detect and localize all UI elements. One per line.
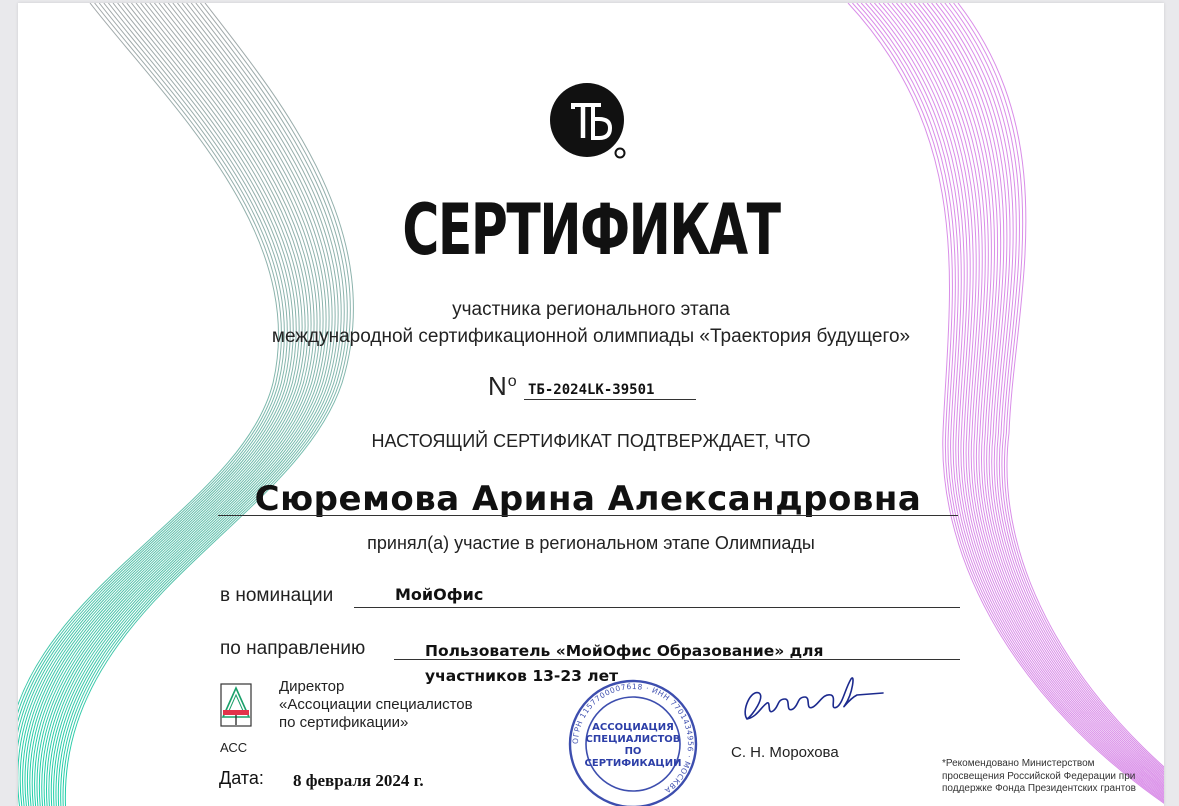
wave-line [883,3,1164,806]
date-label: Дата: [219,768,264,788]
wave-line [888,3,1164,806]
wave-line [901,3,1164,806]
certificate-title: СЕРТИФИКАТ [402,189,780,271]
confirm-text: НАСТОЯЩИЙ СЕРТИФИКАТ ПОДТВЕРЖДАЕТ, ЧТО [371,431,811,451]
director-block [279,678,499,732]
nomination-underline [354,607,960,608]
wave-line [866,3,1164,806]
certificate-page [18,3,1164,806]
subtitle-line-2: международной сертификационной олимпиады «Траектория будущего» [271,326,911,347]
wave-line [936,3,1164,806]
director-line-2: «Ассоциации специалистов [279,696,473,713]
signer-name: С. Н. Морохова [731,744,839,761]
wave-line [896,3,1164,806]
wave-line [39,3,320,806]
wave-line [861,3,1164,806]
date-value: 8 февраля 2024 г. [293,771,424,790]
recipient-name: Сюремова Арина Александровна [254,479,922,519]
number-sign [488,371,517,402]
direction-underline [394,659,960,660]
name-underline [218,515,958,516]
subtitle-line-1: участника регионального этапа [452,299,730,320]
svg-text:ПО: ПО [624,746,642,757]
certificate-number: ТБ-2024LK-39501 [524,382,696,400]
svg-text:АССОЦИАЦИЯ: АССОЦИАЦИЯ [592,722,674,733]
wave-line [870,3,1164,806]
number-sign-letter: N [488,371,507,401]
participation-text: принял(а) участие в региональном этапе Олимпиады [367,533,815,553]
handwritten-signature [733,671,888,741]
nomination-value: МойОфис [395,585,484,604]
wave-line [892,3,1164,806]
svg-text:СПЕЦИАЛИСТОВ: СПЕЦИАЛИСТОВ [585,734,681,745]
wave-line [879,3,1164,806]
official-stamp [563,678,703,806]
wave-line [874,3,1164,806]
svg-text:ОГРН 1157700007618 · ИНН 77014: ОГРН 1157700007618 · ИНН 7701434956 · МОСКВА [570,681,696,796]
director-line-3: по сертификации» [279,714,409,731]
nomination-label: в номинации [220,585,334,606]
wave-line [37,3,317,806]
wave-line [910,3,1164,806]
director-line-1: Директор [279,678,345,695]
tb-monogram-icon [543,76,635,168]
svg-text:СЕРТИФИКАЦИИ: СЕРТИФИКАЦИИ [584,758,682,769]
wave-line [914,3,1164,806]
org-logo-text: АСС [220,740,248,755]
direction-value: Пользователь «МойОфис Образование» для участников 13-23 лет [425,642,824,685]
recommendation-note: *Рекомендовано Министерством просвещения Российской Федерации при поддержке Фонда Президентских грантов [942,758,1136,794]
direction-label: по направлению [220,638,366,659]
number-sign-sup: o [507,373,517,390]
acc-triangle-icon [220,683,252,727]
wave-line [932,3,1164,806]
wave-line [923,3,1164,806]
